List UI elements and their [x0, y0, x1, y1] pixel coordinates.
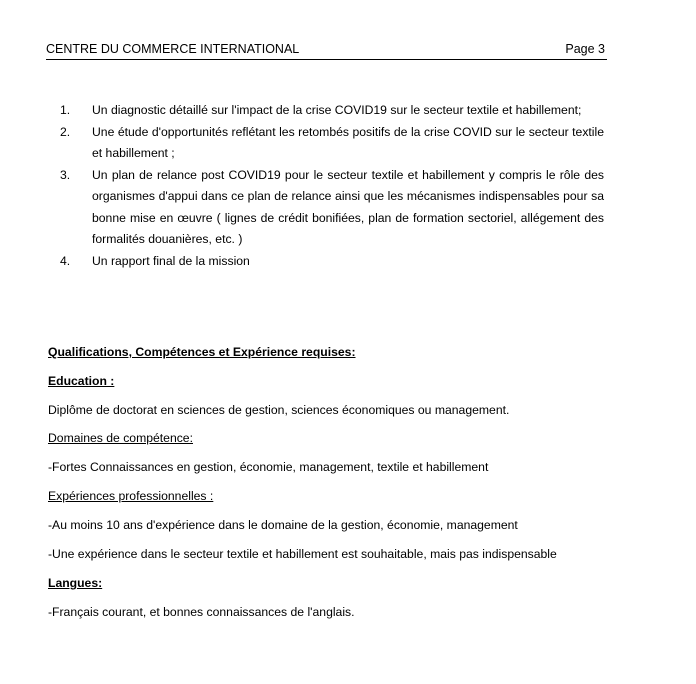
list-item-number: 1. — [60, 103, 71, 117]
list-item — [60, 251, 604, 273]
list-item — [60, 165, 604, 251]
experience-heading: Expériences professionnelles : — [48, 489, 214, 503]
qualifications-title: Qualifications, Compétences et Expérience requises: — [48, 345, 356, 359]
header-organization: CENTRE DU COMMERCE INTERNATIONAL — [46, 42, 300, 56]
education-text: Diplôme de doctorat en sciences de gestion, sciences économiques ou management. — [48, 403, 510, 417]
list-item-number: 4. — [60, 253, 71, 268]
list-item-number: 3. — [60, 167, 71, 182]
languages-text: -Français courant, et bonnes connaissances de l'anglais. — [48, 605, 355, 619]
list-item-text: Un rapport final de la mission — [92, 253, 250, 268]
experience-item: -Au moins 10 ans d'expérience dans le domaine de la gestion, économie, management — [48, 518, 518, 532]
list-item-number: 2. — [60, 124, 71, 139]
page-header — [46, 42, 607, 60]
page-number: Page 3 — [565, 42, 605, 56]
domains-text: -Fortes Connaissances en gestion, économie, management, textile et habillement — [48, 460, 489, 474]
list-item-text: Une étude d'opportunités reflétant les retombés positifs de la crise COVID sur le secteur textile et habillement ; — [92, 124, 604, 160]
list-item-text: Un plan de relance post COVID19 pour le secteur textile et habillement y compris le rôle des organismes d'appui dans ce plan de relance ainsi que les mécanismes indispensables pour sa bonne mise en œuvre ( lignes de crédit bonifiées, plan de formation sectoriel, allégement des formalités douanières, etc. ) — [92, 167, 604, 246]
deliverables-list — [60, 100, 604, 272]
list-item-text: Un diagnostic détaillé sur l'impact de la crise COVID19 sur le secteur textile et habillement; — [92, 103, 582, 117]
experience-item: -Une expérience dans le secteur textile et habillement est souhaitable, mais pas indispensable — [48, 547, 557, 561]
languages-heading: Langues: — [48, 576, 103, 590]
list-item — [60, 122, 604, 165]
list-item — [60, 100, 604, 122]
domains-heading: Domaines de compétence: — [48, 431, 193, 445]
education-heading: Education : — [48, 374, 115, 388]
